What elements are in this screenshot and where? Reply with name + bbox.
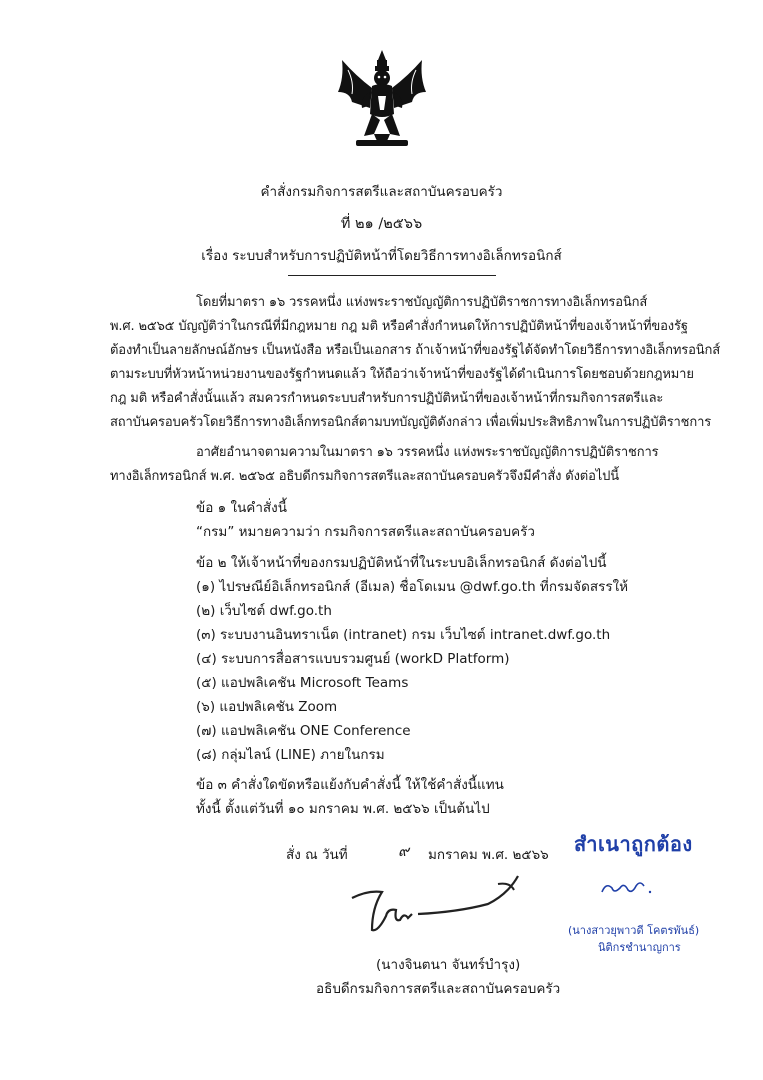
certifier-signature-icon (598, 876, 654, 902)
clause2-item: (๔) ระบบการสื่อสารแบบรวมศูนย์ (workD Platform) (196, 651, 510, 667)
clause2-item: (๘) กลุ่มไลน์ (LINE) ภายในกรม (196, 747, 385, 763)
clause2-title: ข้อ ๒ ให้เจ้าหน้าที่ของกรมปฏิบัติหน้าที่ในระบบอิเล็กทรอนิกส์ ดังต่อไปนี้ (196, 555, 607, 571)
ordered-day: ๙ (398, 842, 409, 860)
clause2-item: (๓) ระบบงานอินทราเน็ต (intranet) กรม เว็บไซต์ intranet.dwf.go.th (196, 627, 611, 643)
clause2-item: (๕) แอปพลิเคชัน Microsoft Teams (196, 675, 409, 691)
clause3: ข้อ ๓ คำสั่งใดขัดหรือแย้งกับคำสั่งนี้ ให้ใช้คำสั่งนี้แทน (196, 777, 504, 793)
effective-date: ทั้งนี้ ตั้งแต่วันที่ ๑๐ มกราคม พ.ศ. ๒๕๖๖ เป็นต้นไป (196, 801, 490, 817)
clause1-definition: “กรม” หมายความว่า กรมกิจการสตรีและสถาบันครอบครัว (196, 524, 535, 540)
para1-line4: ตามระบบที่หัวหน้าหน่วยงานของรัฐกำหนดแล้ว ให้ถือว่าเจ้าหน้าที่ของรัฐได้ดำเนินการโดยชอบด้วยกฎหมาย (110, 367, 694, 382)
ordered-prefix: สั่ง ณ วันที่ (286, 847, 348, 863)
clause2-item: (๗) แอปพลิเคชัน ONE Conference (196, 723, 411, 739)
subject-divider (288, 275, 496, 276)
signature-icon (348, 868, 528, 938)
clause2-item: (๒) เว็บไซต์ dwf.go.th (196, 603, 332, 619)
clause2-item: (๑) ไปรษณีย์อิเล็กทรอนิกส์ (อีเมล) ชื่อโดเมน @dwf.go.th ที่กรมจัดสรรให้ (196, 579, 629, 595)
order-org-title: คำสั่งกรมกิจการสตรีและสถาบันครอบครัว (260, 184, 503, 200)
order-number: ที่ ๒๑ /๒๕๖๖ (340, 216, 423, 232)
clause2-item: (๖) แอปพลิเคชัน Zoom (196, 699, 338, 715)
para2-line1: อาศัยอำนาจตามความในมาตรา ๑๖ วรรคหนึ่ง แห่งพระราชบัญญัติการปฏิบัติราชการ (196, 445, 659, 460)
para2-line2: ทางอิเล็กทรอนิกส์ พ.ศ. ๒๕๖๕ อธิบดีกรมกิจการสตรีและสถาบันครอบครัวจึงมีคำสั่ง ดังต่อไปนี้ (110, 469, 619, 484)
para1-line2: พ.ศ. ๒๕๖๕ บัญญัติว่าในกรณีที่มีกฎหมาย กฎ มติ หรือคำสั่งกำหนดให้การปฏิบัติหน้าที่ของเจ้าหน้าที่ของรัฐ (110, 319, 688, 334)
garuda-emblem-icon (334, 48, 430, 160)
para1-line5: กฎ มติ หรือคำสั่งนั้นแล้ว สมควรกำหนดระบบสำหรับการปฏิบัติหน้าที่ของเจ้าหน้าที่กรมกิจการสตรีและ (110, 391, 664, 406)
signer-position: อธิบดีกรมกิจการสตรีและสถาบันครอบครัว (316, 981, 561, 997)
ordered-suffix: มกราคม พ.ศ. ๒๕๖๖ (428, 847, 549, 863)
signer-name: (นางจินตนา จันทร์บำรุง) (376, 957, 521, 973)
certified-copy-stamp: สำเนาถูกต้อง (574, 832, 693, 856)
para1-line6: สถาบันครอบครัวโดยวิธีการทางอิเล็กทรอนิกส์ตามบทบัญญัติดังกล่าว เพื่อเพิ่มประสิทธิภาพในการปฏิบัติราชการ (110, 415, 712, 430)
order-subject: เรื่อง ระบบสำหรับการปฏิบัติหน้าที่โดยวิธีการทางอิเล็กทรอนิกส์ (201, 248, 562, 264)
certifier-name: (นางสาวยุพาวดี โคตรพันธ์) (568, 924, 700, 937)
certifier-position: นิติกรชำนาญการ (598, 941, 681, 954)
clause1-title: ข้อ ๑ ในคำสั่งนี้ (196, 500, 287, 516)
para1-line1: โดยที่มาตรา ๑๖ วรรคหนึ่ง แห่งพระราชบัญญัติการปฏิบัติราชการทางอิเล็กทรอนิกส์ (196, 295, 648, 310)
para1-line3: ต้องทำเป็นลายลักษณ์อักษร เป็นหนังสือ หรือเป็นเอกสาร ถ้าเจ้าหน้าที่ของรัฐได้จัดทำโดยวิธีการทางอิเล็กทรอนิกส์ (110, 343, 721, 358)
